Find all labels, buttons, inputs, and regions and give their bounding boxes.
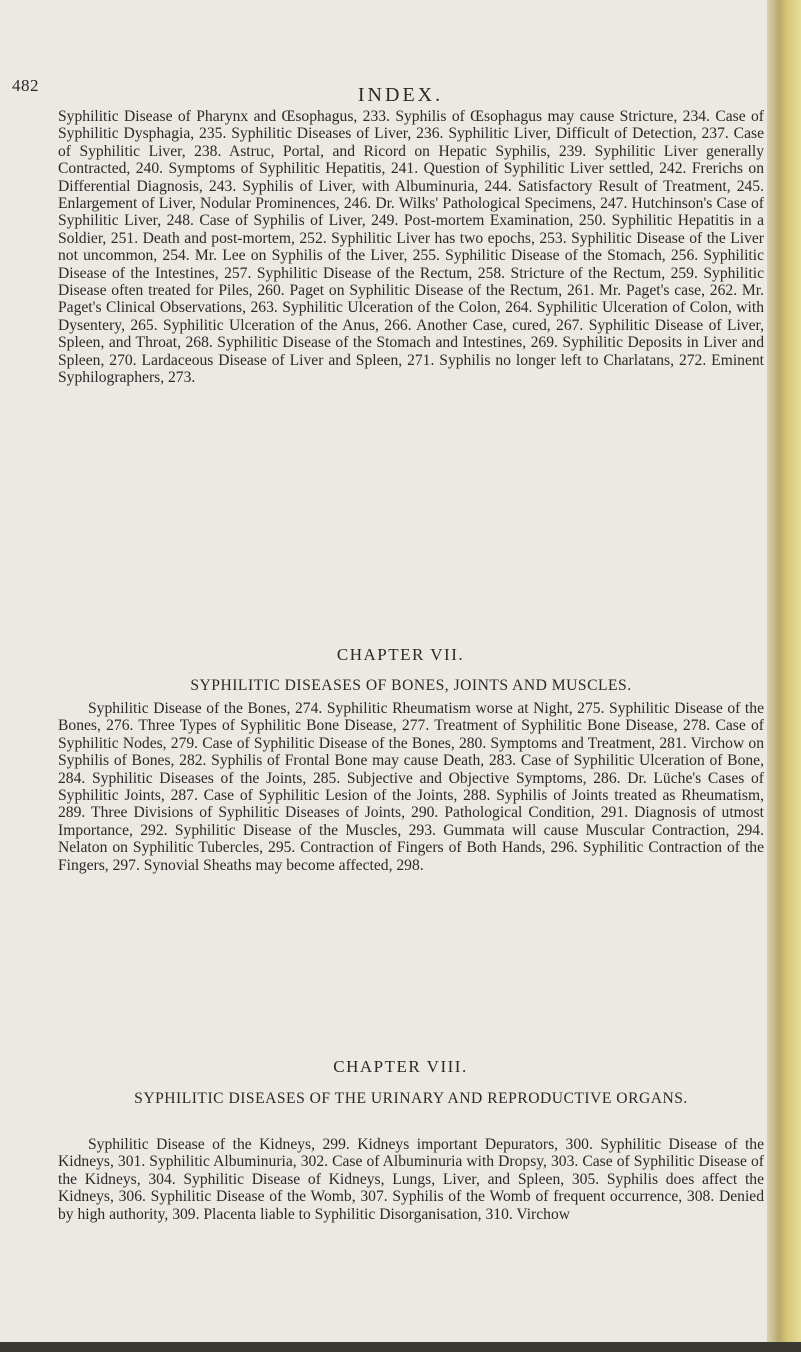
index-paragraph-chapter-vii: Syphilitic Disease of the Bones, 274. Syphilitic Rheumatism worse at Night, 275. Syphilitic Disease of the Bones, 276. Three Types of Syphilitic Bone Disease, 277. Treatment of Syphilitic Bone Disease, 278. Case of Syphilitic Nodes, 279. Case of Syphilitic Disease of the Bones, 280. Symptoms and Treatment, 281. Virchow on Syphilis of Bones, 282. Syphilis of Frontal Bone may cause Death, 283. Case of Syphilitic Ulceration of Bone, 284. Syphilitic Diseases of the Joints, 285. Subjective and Objective Symptoms, 286. Dr. Lüche's Cases of Syphilitic Joints, 287. Case of Syphilitic Lesion of the Joints, 288. Syphilis of Joints treated as Rheumatism, 289. Three Divisions of Syphilitic Diseases of Joints, 290. Pathological Condition, 291. Diagnosis of utmost Importance, 292. Syphilitic Disease of the Muscles, 293. Gummata will cause Muscular Contraction, 294. Nelaton on Syphilitic Tubercles, 295. Contraction of Fingers of Both Hands, 296. Syphilitic Contraction of the Fingers, 297. Synovial Sheaths may become affected, 298. [58,700,764,874]
chapter-subheading-vii: SYPHILITIC DISEASES OF BONES, JOINTS AND MUSCLES. [190,677,632,694]
scan-bottom-edge [0,1342,801,1352]
chapter-heading-viii: CHAPTER VIII. [333,1057,468,1076]
index-paragraph-chapter-viii: Syphilitic Disease of the Kidneys, 299. Kidneys important Depurators, 300. Syphilitic Disease of the Kidneys, 301. Syphilitic Albuminuria, 302. Case of Albuminuria with Dropsy, 303. Case of Syphilitic Disease of the Kidneys, 304. Syphilitic Disease of Kidneys, Lungs, Liver, and Spleen, 305. Syphilis does affect the Kidneys, 306. Syphilitic Disease of the Womb, 307. Syphilis of the Womb of frequent occurrence, 308. Denied by high authority, 309. Placenta liable to Syphilitic Disorganisation, 310. Virchow [58,1136,764,1223]
page-number: 482 [12,76,39,95]
index-paragraph-chapter-vi-end: Syphilitic Disease of Pharynx and Œsophagus, 233. Syphilis of Œsophagus may cause Stricture, 234. Case of Syphilitic Dysphagia, 235. Syphilitic Diseases of Liver, 236. Syphilitic Liver, Difficult of Detection, 237. Case of Syphilitic Liver, 238. Astruc, Portal, and Ricord on Hepatic Syphilis, 239. Syphilitic Liver generally Contracted, 240. Symptoms of Syphilitic Hepatitis, 241. Question of Syphilitic Liver settled, 242. Frerichs on Differential Diagnosis, 243. Syphilis of Liver, with Albuminuria, 244. Satisfactory Result of Treatment, 245. Enlargement of Liver, Nodular Prominences, 246. Dr. Wilks' Pathological Specimens, 247. Hutchinson's Case of Syphilitic Liver, 248. Case of Syphilis of Liver, 249. Post-mortem Examination, 250. Syphilitic Hepatitis in a Soldier, 251. Death and post-mortem, 252. Syphilitic Liver has two epochs, 253. Syphilitic Disease of the Liver not uncommon, 254. Mr. Lee on Syphilis of the Liver, 255. Syphilitic Disease of the Stomach, 256. Syphilitic Disease of the Intestines, 257. Syphilitic Disease of the Rectum, 258. Stricture of the Rectum, 259. Syphilitic Disease often treated for Piles, 260. Paget on Syphilitic Disease of the Rectum, 261. Mr. Paget's case, 262. Mr. Paget's Clinical Observations, 263. Syphilitic Ulceration of the Colon, 264. Syphilitic Ulceration of Colon, with Dysentery, 265. Syphilitic Ulceration of the Anus, 266. Another Case, cured, 267. Syphilitic Disease of Liver, Spleen, and Throat, 268. Syphilitic Disease of the Stomach and Intestines, 269. Syphilitic Deposits in Liver and Spleen, 270. Lardaceous Disease of Liver and Spleen, 271. Syphilis no longer left to Charlatans, 272. Eminent Syphilographers, 273. [58,108,764,387]
chapter-heading-vii: CHAPTER VII. [336,645,465,664]
running-head: INDEX. [357,84,444,106]
chapter-subheading-viii: SYPHILITIC DISEASES OF THE URINARY AND REPRODUCTIVE ORGANS. [134,1090,688,1107]
page-edge [767,0,801,1352]
